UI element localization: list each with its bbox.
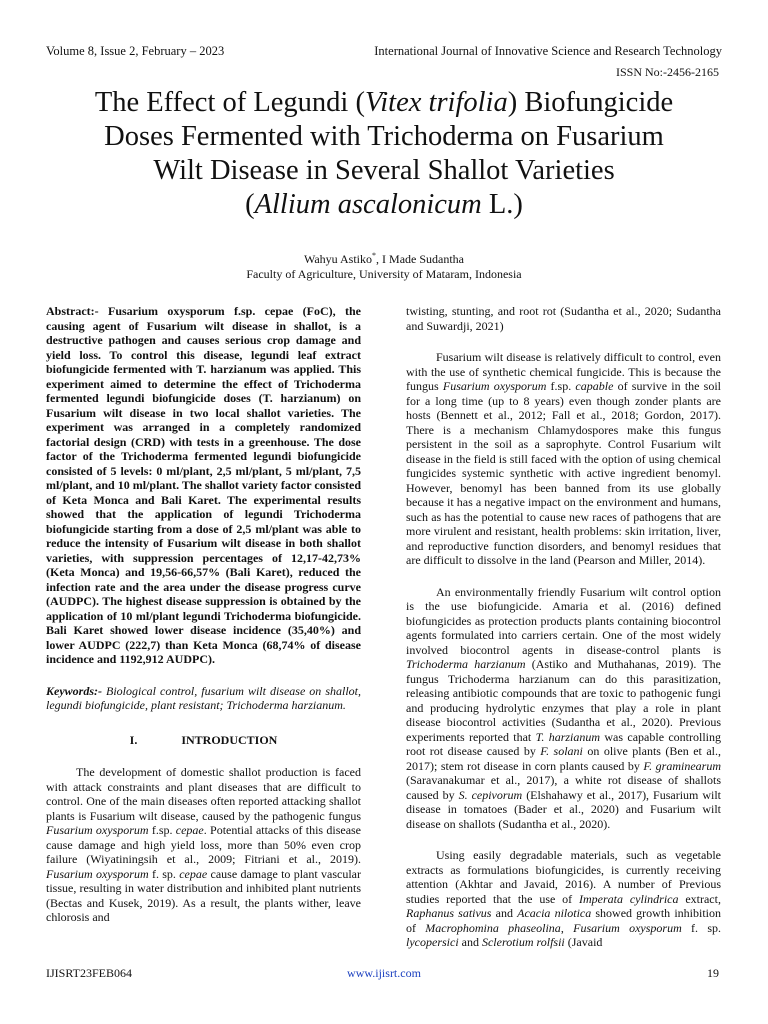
title-line4-italic: Allium ascalonicum: [254, 189, 482, 220]
species-name: S. cepivorum: [458, 787, 523, 802]
author-block: [40, 248, 728, 282]
text-run: Using easily degradable materials, such as vegetable extracts as formulations biofungicides, is currently receiving attention (Akhtar and Javaid, 2016). A number of Previous studies reported that the use of: [406, 848, 721, 906]
species-name: lycopersici: [406, 935, 459, 949]
keywords-label: Keywords:-: [46, 683, 102, 698]
footer-article-id: IJISRT23FEB064: [46, 966, 132, 980]
text-run: The development of domestic shallot production is faced with attack constraints and plant diseases that are difficult to control. One of the main diseases often reported attacking shallot plants is Fusarium wilt disease, caused by the pathogenic fungus: [46, 765, 361, 823]
title-line2: Doses Fermented with Trichoderma on Fusarium: [104, 121, 664, 152]
species-name: Acacia nilotica: [517, 906, 592, 920]
text-run: f. sp.: [148, 866, 180, 881]
intro-paragraph-2: [406, 350, 721, 568]
text-run: f.sp.: [148, 823, 176, 837]
author-1-marker: *: [372, 251, 377, 260]
text-run: ,: [560, 920, 574, 935]
text-run: on olive plants (Ben et al., 2017); stem rot disease in corn plants caused by: [406, 744, 721, 773]
text-run: showed growth inhibition of: [406, 906, 721, 935]
title-line4-part-b: L.): [481, 189, 523, 220]
text-run: cause damage to plant vascular tissue, resulting in water distribution and inhibited plant nutrients (Bectas and Kusek, 2019). As a result, the plants wither, leave chlorosis and: [46, 866, 361, 924]
species-name: F. graminearum: [643, 758, 721, 773]
section-heading: [46, 733, 361, 748]
species-name: Imperata cylindrica: [579, 891, 679, 906]
intro-paragraph-3: [406, 585, 721, 832]
title-line1-part-a: The Effect of Legundi (: [94, 87, 365, 118]
text-run: Fusarium wilt disease is relatively difficult to control, even with the use of synthetic chemical fungicide. This is because the fungus: [406, 350, 721, 393]
text-run: . Potential attacks of this disease cause damage and high yield loss, more than 50% even crop failure (Wiyatiningsih et al., 2009; Fitriani et al., 2019).: [46, 823, 362, 866]
text-run: (Elshahawy et al., 2017), Fusarium wilt disease in tomatoes (Bader et al., 2020) and Fusarium wilt disease on shallots (Sudantha et al., 2020).: [406, 787, 721, 831]
right-column: [406, 304, 721, 950]
author-2: , I Made Sudantha: [376, 252, 465, 266]
intro-paragraph-1: [46, 765, 361, 925]
title-line1-part-b: ) Biofungicide: [507, 87, 674, 118]
text-run: of survive in the soil for a long time (up to 8 years) even though zonder plants are hosts (Bennett et al., 2012; Fall et al., 2018; Gordon, 2017). There is a mechanism Chlamydospores make this fungus persistent in the soil as a saprophyte. Control Fusarium wilt disease in the field is still faced with the option of using chemical fungicides systemic synthetic with active ingredient benomyl. However, benomyl has been banned from its use globally because it has a negative impact on the environment and humans, such as has the potential to cause new races of pathogens that are more virulent and resistant, health problems: skin irritation, liver, and reproductive function disorders, and benomyl residues that are difficult to dissolve in the land (Pearson and Miller, 2014).: [406, 379, 722, 567]
section-title: INTRODUCTION: [181, 732, 278, 747]
title-line4-part-a: (: [245, 189, 255, 220]
species-name: Fusarium oxysporum: [46, 866, 149, 881]
text-run: (Astiko and Muthahanas, 2019). The fungus Trichoderma harzianum can do this parasitization, releasing antibiotic compounds that are toxic to pathogenic fungi and producing hydrolytic enzymes that play a role in plant disease biocontrol activities (Sudantha et al., 2020). Previous experiments reported that: [406, 657, 722, 744]
keywords-paragraph: [46, 684, 361, 713]
text-run: (Javaid: [564, 935, 603, 949]
species-name: Fusarium oxysporum: [573, 920, 682, 935]
footer-page-number: 19: [707, 966, 719, 980]
continued-paragraph: twisting, stunting, and root rot (Sudantha et al., 2020; Sudantha and Suwardji, 2021): [406, 304, 721, 333]
author-names: [40, 248, 728, 267]
intro-paragraph-4: [406, 848, 721, 950]
species-name: Fusarium oxysporum: [46, 823, 149, 837]
running-header-journal: International Journal of Innovative Science and Research Technology: [374, 44, 722, 58]
text-run: (Saravanakumar et al., 2017), a white rot disease of shallots caused by: [406, 773, 721, 802]
species-name: T. harzianum: [535, 729, 601, 744]
text-run: and: [458, 935, 482, 949]
text-run: An environmentally friendly Fusarium wilt control option is the use biofungicide. Amaria et al. (2016) defined biofungicides as protection products plants containing biocontrol agents formulated into carriers certain. One of the most widely involved biocontrol agents in disease-control plants is: [406, 584, 721, 657]
species-name: F. solani: [540, 744, 583, 758]
species-name: cepae: [175, 823, 204, 837]
species-name: capable: [575, 379, 614, 393]
species-name: Macrophomina phaseolina: [425, 920, 561, 935]
keywords-text: Biological control, fusarium wilt disease on shallot, legundi biofungicide, plant resistant; Trichoderma harzianum.: [46, 683, 361, 712]
species-name: Fusarium oxysporum: [442, 379, 547, 393]
author-affiliation: Faculty of Agriculture, University of Mataram, Indonesia: [246, 267, 522, 281]
left-column: [46, 304, 361, 925]
species-name: Trichoderma harzianum: [406, 657, 526, 671]
paper-title: [40, 86, 728, 222]
text-run: extract,: [678, 891, 721, 906]
species-name: Raphanus sativus: [406, 906, 492, 920]
title-line3: Wilt Disease in Several Shallot Varieties: [153, 155, 615, 186]
title-line1-italic: Vitex trifolia: [364, 87, 508, 118]
species-name: Sclerotium rolfsii: [481, 935, 565, 949]
footer-website-link[interactable]: www.ijisrt.com: [347, 966, 421, 980]
text-run: was capable controlling root rot disease caused by: [406, 729, 721, 758]
text-run: and: [491, 906, 518, 920]
text-run: f. sp.: [681, 920, 721, 935]
running-header-volume: Volume 8, Issue 2, February – 2023: [46, 44, 225, 58]
section-number: I.: [129, 732, 138, 747]
author-1: Wahyu Astiko: [303, 252, 373, 266]
abstract-paragraph: Abstract:- Fusarium oxysporum f.sp. cepae (FoC), the causing agent of Fusarium wilt disease in shallot, is a destructive pathogen and causes serious crop damage and yield loss. To control this disease, legundi leaf extract biofungicide fermented with T. harzianum was applied. This experiment aimed to determine the effect of Trichoderma fermented legundi biofungicide doses (T. harzianum) on Fusarium wilt disease in two local shallot varieties. The experiment was arranged in a completely randomized factorial design (CRD) with tests in a greenhouse. The dose factor of the Trichoderma fermented legundi biofungicide consisted of 5 levels: 0 ml/plant, 2,5 ml/plant, 5 ml/plant, 7,5 ml/plant, and 10 ml/plant. The shallot variety factor consisted of Keta Monca and Bali Karet. The experimental results showed that the application of legundi Trichoderma biofungicide starting from a dose of 2,5 ml/plant was able to reduce the intensity of Fusarium wilt disease in both shallot varieties, with suppression percentages of 12,17-42,73% (Keta Monca) and 19,56-66,57% (Bali Karet), reduced the infection rate and the area under the disease progress curve (AUDPC). The highest disease suppression is obtained by the application of 10 ml/plant legundi Trichoderma biofungicide. Bali Karet showed lower disease incidence (35,40%) and lower AUDPC (222,7) than Keta Monca (68,74% of disease incidence and 1192,912 AUDPC).: [46, 304, 361, 666]
text-run: f.sp.: [546, 379, 576, 393]
species-name: cepae: [179, 866, 208, 881]
issn-label: ISSN No:-2456-2165: [615, 65, 719, 79]
